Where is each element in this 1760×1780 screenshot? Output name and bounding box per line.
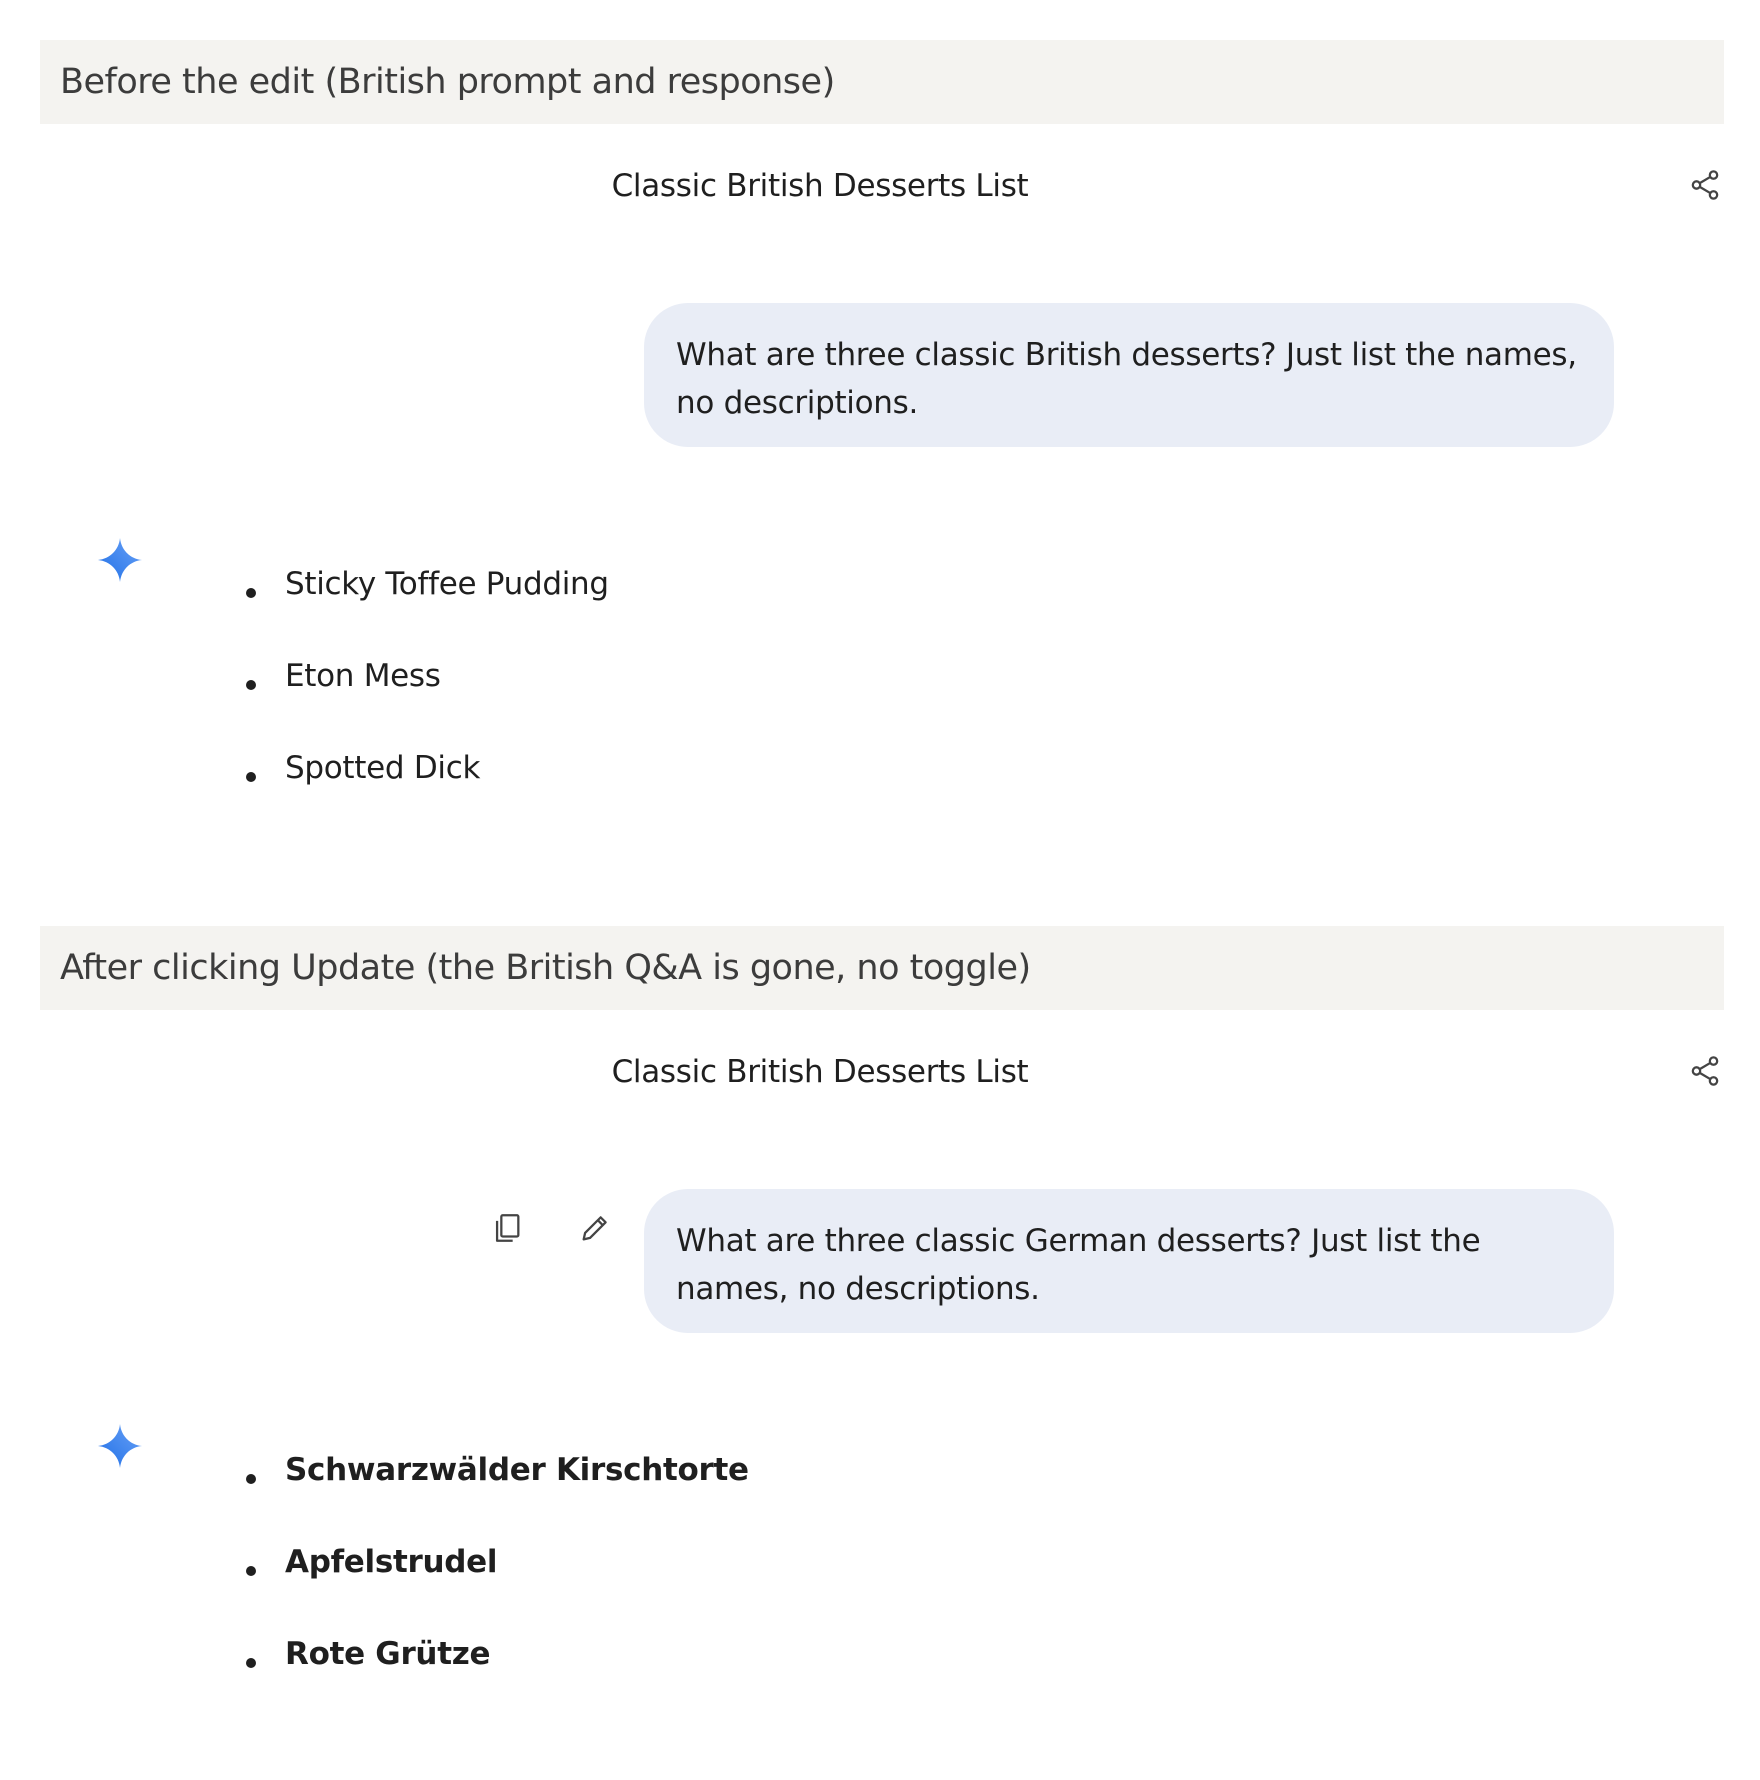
list-item-text: Apfelstrudel: [285, 1544, 498, 1580]
bullet: [246, 680, 256, 690]
list-item-text: Rote Grütze: [285, 1636, 491, 1672]
section-banner-after: After clicking Update (the British Q&A is gone, no toggle): [40, 926, 1724, 1010]
pencil-icon[interactable]: [578, 1211, 612, 1245]
list-item-text: Schwarzwälder Kirschtorte: [285, 1452, 749, 1488]
bullet: [246, 1474, 256, 1484]
gemini-sparkle-icon: [96, 536, 144, 584]
bullet: [246, 772, 256, 782]
bullet: [246, 1566, 256, 1576]
list-item-text: Spotted Dick: [285, 750, 481, 786]
chat-title-before: Classic British Desserts List: [611, 168, 1029, 204]
gemini-sparkle-icon: [96, 1422, 144, 1470]
user-prompt-bubble-before: What are three classic British desserts? Just list the names, no descriptions.: [644, 303, 1614, 447]
bullet: [246, 588, 256, 598]
share-icon[interactable]: [1688, 168, 1722, 202]
chat-title-after: Classic British Desserts List: [611, 1054, 1029, 1090]
user-prompt-bubble-after: What are three classic German desserts? Just list the names, no descriptions.: [644, 1189, 1614, 1333]
section-banner-before: Before the edit (British prompt and response): [40, 40, 1724, 124]
bullet: [246, 1658, 256, 1668]
copy-icon[interactable]: [490, 1211, 524, 1245]
share-icon[interactable]: [1688, 1054, 1722, 1088]
list-item-text: Sticky Toffee Pudding: [285, 566, 609, 602]
list-item-text: Eton Mess: [285, 658, 441, 694]
